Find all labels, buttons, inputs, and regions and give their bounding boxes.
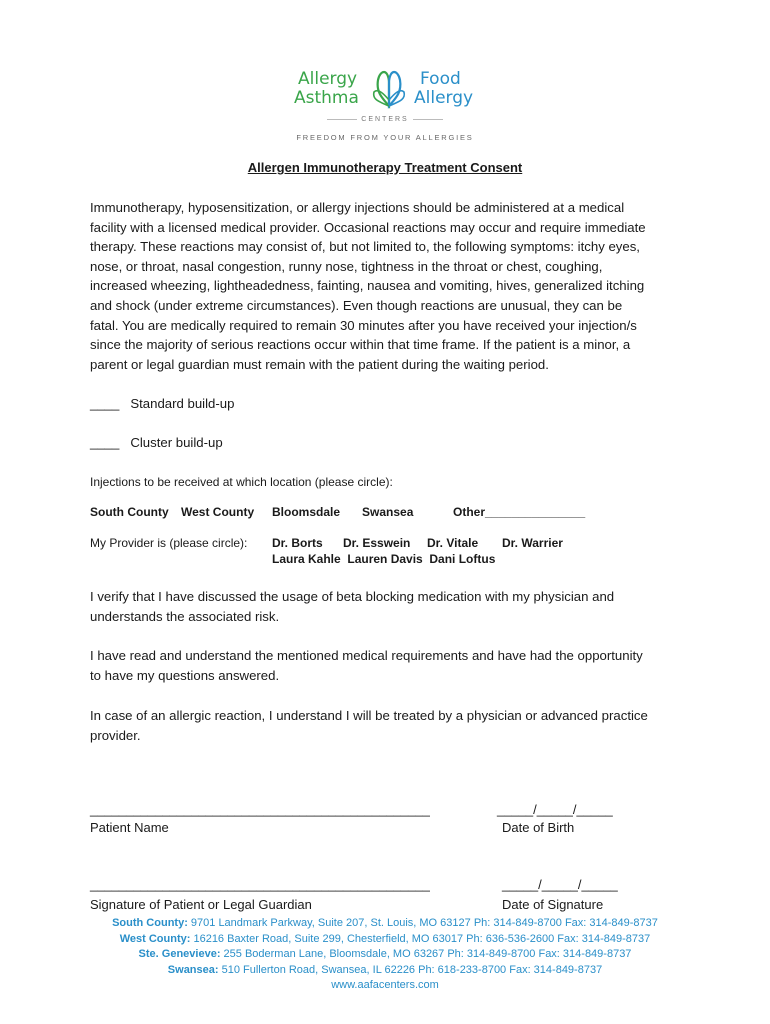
logo-centers: CENTERS — [310, 116, 460, 123]
footer-text: 16216 Baxter Road, Suite 299, Chesterfield, MO 63017 Ph: 636-536-2600 Fax: 314-849-8737 — [190, 932, 651, 945]
requirements-statement — [90, 646, 690, 685]
date-of-birth-line[interactable]: _____/_____/_____ — [497, 802, 613, 817]
intro-line: and shock (under extreme circumstances). Even though reactions are unusual, they can be — [90, 297, 623, 313]
signature-label: Signature of Patient or Legal Guardian — [90, 897, 312, 912]
footer-text: 9701 Landmark Parkway, Suite 207, St. Louis, MO 63127 Ph: 314-849-8700 Fax: 314-849-8737 — [187, 917, 658, 929]
date-of-signature-label: Date of Signature — [502, 897, 604, 912]
statement-line: to have my questions answered. — [90, 667, 280, 683]
logo-word-allergy-2: Allergy — [414, 88, 474, 108]
footer-text: 255 Boderman Lane, Bloomsdale, MO 63267 Ph: 314-849-8700 Fax: 314-849-8737 — [220, 948, 632, 960]
footer-website-link[interactable]: www.aafacenters.com — [331, 979, 439, 991]
provider-prompt: My Provider is (please circle): — [90, 536, 248, 550]
location-swansea[interactable]: Swansea — [362, 505, 414, 519]
footer-addresses — [60, 916, 710, 994]
statement-line: In case of an allergic reaction, I understand I will be treated by a physician or advanced practice — [90, 708, 648, 723]
location-south-county[interactable]: South County — [90, 505, 169, 519]
beta-blocker-statement — [90, 587, 690, 626]
date-of-signature-line[interactable]: _____/_____/_____ — [502, 877, 618, 892]
footer-swansea — [60, 963, 710, 979]
provider-dr-warrier[interactable]: Dr. Warrier — [502, 536, 563, 550]
intro-line: parent or legal guardian must remain with the patient during the waiting period. — [90, 356, 549, 372]
company-logo — [290, 58, 480, 144]
intro-line: Immunotherapy, hyposensitization, or allergy injections should be administered at a medical — [90, 200, 625, 215]
intro-paragraph — [90, 198, 690, 374]
intro-line: since the majority of serious reactions occur within that time frame. If the patient is a minor, a — [90, 337, 631, 353]
location-west-county[interactable]: West County — [181, 505, 255, 519]
date-of-birth-label: Date of Birth — [502, 820, 575, 835]
footer-ste-genevieve — [60, 947, 710, 963]
footer-south-county — [60, 916, 710, 932]
statement-line: understands the associated risk. — [90, 608, 280, 624]
location-other[interactable]: Other_______________ — [453, 505, 586, 519]
footer-label: West County: — [119, 932, 191, 945]
statement-line: provider. — [90, 727, 141, 743]
provider-dr-esswein[interactable]: Dr. Esswein — [343, 536, 411, 550]
intro-line: therapy. These reactions may consist of, but not limited to, the following symptoms: itchy eyes, — [90, 239, 640, 255]
provider-dr-borts[interactable]: Dr. Borts — [272, 536, 323, 550]
patient-name-label: Patient Name — [90, 820, 169, 835]
footer-text: 510 Fullerton Road, Swansea, IL 62226 Ph: 618-233-8700 Fax: 314-849-8737 — [218, 963, 603, 976]
location-prompt: Injections to be received at which location (please circle): — [90, 475, 393, 489]
provider-dr-vitale[interactable]: Dr. Vitale — [427, 536, 479, 550]
provider-row-2[interactable]: Laura Kahle Lauren Davis Dani Loftus — [272, 552, 496, 566]
signature-line[interactable]: _______________________________________________ — [90, 877, 430, 892]
footer-label: South County: — [112, 917, 188, 929]
footer-west-county — [60, 932, 710, 948]
intro-line: increased wheezing, lightheadedness, fainting, nausea and vomiting, hives, generalized itching — [90, 278, 645, 294]
logo-tagline: FREEDOM FROM YOUR ALLERGIES — [296, 133, 474, 142]
footer-label: Swansea: — [167, 963, 219, 976]
patient-name-line[interactable]: _______________________________________________ — [90, 802, 430, 817]
intro-line: nose, or throat, nasal congestion, runny nose, tightness in the throat or chest, coughing, — [90, 258, 603, 274]
logo-word-asthma: Asthma — [294, 88, 359, 108]
intro-line: facility with a licensed medical provider. Occasional reactions may occur and require immediate — [90, 219, 646, 235]
document-title: Allergen Immunotherapy Treatment Consent — [247, 160, 523, 175]
footer-label: Ste. Genevieve: — [138, 948, 221, 960]
butterfly-icon — [370, 62, 408, 110]
statement-line: I verify that I have discussed the usage of beta blocking medication with my physician and — [90, 589, 615, 604]
intro-line: fatal. You are medically required to remain 30 minutes after you have received your injection/s — [90, 317, 637, 333]
reaction-statement — [90, 706, 690, 745]
logo-word-food: Food — [420, 69, 461, 89]
option-cluster-buildup[interactable]: ____ Cluster build-up — [90, 435, 223, 450]
option-standard-buildup[interactable]: ____ Standard build-up — [90, 396, 235, 411]
logo-word-allergy: Allergy — [298, 69, 358, 89]
location-bloomsdale[interactable]: Bloomsdale — [272, 505, 341, 519]
statement-line: I have read and understand the mentioned medical requirements and have had the opportunity — [90, 648, 643, 663]
